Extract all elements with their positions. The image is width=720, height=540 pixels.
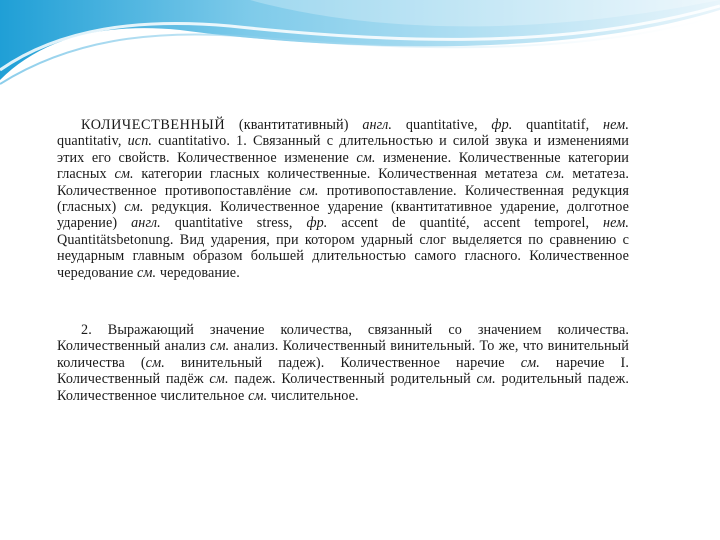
entry-text: quantitative stress, <box>160 215 307 232</box>
entry-text: редукция. Количественное ударение (квантитативное ударение, долготное ударение) <box>57 199 629 232</box>
entry-text: 2. Выражающий значение количества, связанный со значением количества. Количественный анализ <box>57 322 629 355</box>
abbreviation-marker: см. <box>476 371 496 388</box>
entry-text: метатеза. Количественное противопоставлёние <box>57 166 630 199</box>
abbreviation-marker: см. <box>114 166 134 183</box>
entry-text: изменение. Количественные категории гласных <box>57 149 629 183</box>
abbreviation-marker: см. <box>124 199 144 216</box>
entry-text: Quantitätsbetonung. Вид ударения, при котором ударный слог выделяется по сравнению с неударным главным образом большей длительностью самого гласного. Количественное чередование <box>57 231 629 281</box>
abbreviation-marker: нем. <box>603 117 629 133</box>
abbreviation-marker: исп. <box>127 133 153 150</box>
abbreviation-marker: англ. <box>362 117 393 133</box>
abbreviation-marker: фр. <box>491 117 513 133</box>
abbreviation-marker: см. <box>299 182 319 199</box>
header-wave-decoration <box>0 0 720 90</box>
abbreviation-marker: нем. <box>603 215 630 232</box>
abbreviation-marker: англ. <box>131 215 161 232</box>
entry-text: падеж. Количественный родительный <box>228 371 477 388</box>
abbreviation-marker: см. <box>545 166 565 183</box>
entry-text: quantitativ, <box>57 133 128 150</box>
entry-text: чередование. <box>156 264 240 281</box>
abbreviation-marker: фр. <box>306 215 328 232</box>
entry-text: категории гласных количественные. Количественная метатеза <box>133 166 546 183</box>
entry-text: противопоставление. Количественная редукция (гласных) <box>57 182 629 216</box>
abbreviation-marker: см. <box>520 354 540 371</box>
entry-text: accent de quantité, accent temporel, <box>327 215 604 232</box>
dictionary-entry-paragraph-1 <box>57 117 629 281</box>
abbreviation-marker: см. <box>248 387 268 404</box>
entry-text: числительное. <box>267 387 359 404</box>
entry-text: винительный падеж). Количественное наречие <box>164 354 521 371</box>
entry-text: quantitative, <box>392 117 492 133</box>
abbreviation-marker: см. <box>145 354 165 371</box>
entry-text: quantitatif, <box>512 117 603 133</box>
entry-text: cuantitativo. 1. Связанный с длительностью и силой звука и изменениями этих его свойств. Количественное изменение <box>57 133 629 166</box>
abbreviation-marker: см. <box>356 149 376 166</box>
abbreviation-marker: см. <box>137 264 157 281</box>
headword: КОЛИЧЕСТВЕННЫЙ <box>81 117 226 133</box>
entry-text: наречие I. Количественный падёж <box>57 354 629 388</box>
abbreviation-marker: см. <box>210 338 230 355</box>
abbreviation-marker: см. <box>209 371 229 388</box>
entry-text: анализ. Количественный винительный. То же, что винительный количества ( <box>57 338 629 371</box>
dictionary-entry-paragraph-2 <box>57 322 629 404</box>
entry-text: (квантитативный) <box>225 117 363 133</box>
entry-text: родительный падеж. Количественное числительное <box>57 371 629 404</box>
